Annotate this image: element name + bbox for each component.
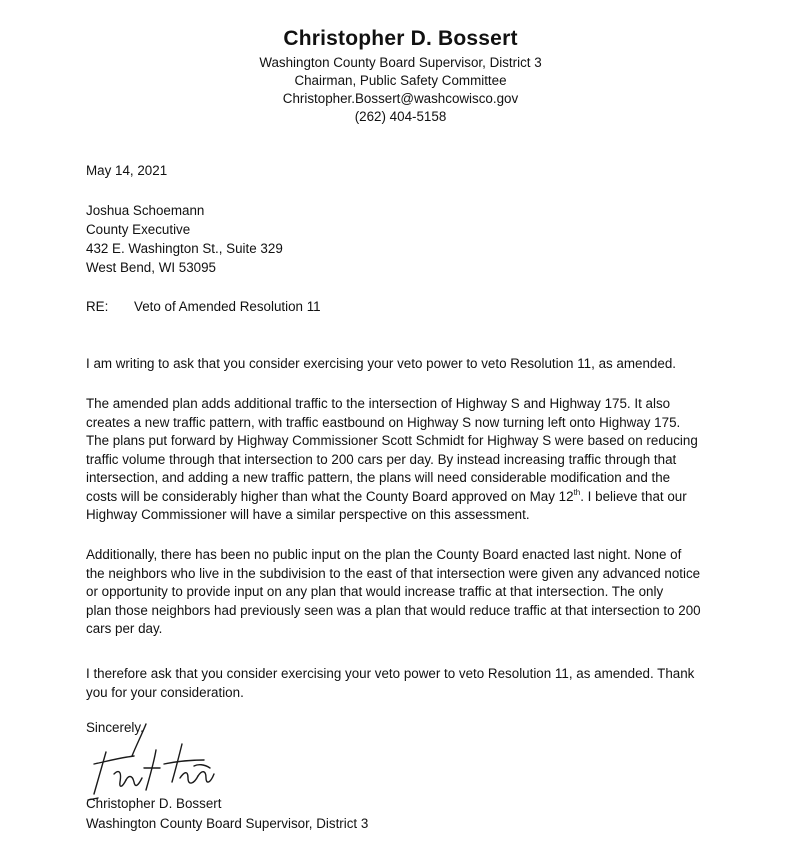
paragraph-line: intersection, and adding a new traffic pattern, the plans will need considerable modification and the	[86, 470, 671, 485]
recipient-address-line1: 432 E. Washington St., Suite 329	[86, 241, 283, 256]
paragraph-line: I therefore ask that you consider exercising your veto power to veto Resolution 11, as amended. Thank	[86, 666, 695, 681]
paragraph-line: or opportunity to provide input on any plan that would increase traffic at that intersection. The only	[86, 584, 664, 599]
letterhead-committee: Chairman, Public Safety Committee	[294, 73, 507, 88]
body-paragraph-1	[86, 355, 726, 374]
ordinal-suffix: th	[573, 487, 581, 497]
paragraph-line: I am writing to ask that you consider exercising your veto power to veto Resolution 11, as amended.	[86, 356, 676, 371]
letter-date: May 14, 2021	[86, 163, 168, 178]
signer-name: Christopher D. Bossert	[86, 796, 222, 811]
letterhead-title: Washington County Board Supervisor, District 3	[259, 55, 542, 70]
body-paragraph-2	[86, 395, 726, 525]
recipient-address-line2: West Bend, WI 53095	[86, 260, 217, 275]
paragraph-text: costs will be considerably higher than what the County Board approved on May 12	[86, 488, 574, 504]
letterhead-phone: (262) 404-5158	[354, 109, 447, 124]
paragraph-line: plan those neighbors had previously seen was a plan that would reduce traffic at that intersection to 200	[86, 602, 701, 618]
paragraph-line: cars per day.	[86, 621, 163, 636]
recipient-title: County Executive	[86, 222, 191, 237]
re-label: RE:	[86, 299, 109, 314]
letterhead-email: Christopher.Bossert@washcowisco.gov	[282, 91, 519, 106]
paragraph-line: the neighbors who live in the subdivision to the east of that intersection were given any advanced notice	[86, 565, 701, 581]
signer-title: Washington County Board Supervisor, District 3	[86, 816, 369, 831]
paragraph-line: The plans put forward by Highway Commissioner Scott Schmidt for Highway S were based on reducing	[86, 433, 698, 448]
paragraph-line: creates a new traffic pattern, with traffic eastbound on Highway S now turning left onto Highway 175.	[86, 414, 681, 430]
paragraph-line: Additionally, there has been no public input on the plan the County Board enacted last night. None of	[86, 547, 682, 562]
body-paragraph-3	[86, 546, 726, 639]
paragraph-line: The amended plan adds additional traffic to the intersection of Highway S and Highway 175. It also	[86, 396, 671, 411]
paragraph-text: . I believe that our	[580, 488, 687, 504]
paragraph-line	[86, 488, 726, 507]
paragraph-line: Highway Commissioner will have a similar perspective on this assessment.	[86, 507, 530, 522]
letterhead-name: Christopher D. Bossert	[283, 27, 518, 50]
paragraph-line: traffic volume through that intersection to 200 cars per day. By instead increasing traffic through that	[86, 451, 677, 467]
re-subject: Veto of Amended Resolution 11	[134, 299, 321, 314]
closing-salutation: Sincerely,	[86, 720, 144, 735]
paragraph-line: you for your consideration.	[86, 684, 244, 700]
handwritten-signature-icon	[84, 722, 234, 804]
recipient-name: Joshua Schoemann	[86, 203, 205, 218]
body-paragraph-4	[86, 665, 726, 702]
